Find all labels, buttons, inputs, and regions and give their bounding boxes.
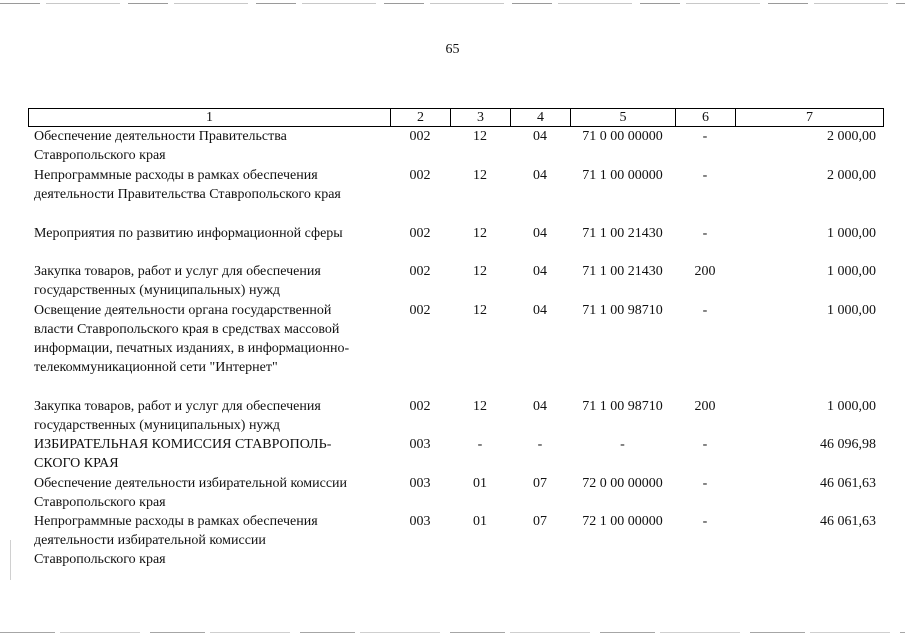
row-col-3: 01 bbox=[473, 514, 487, 529]
row-col-7: 2 000,00 bbox=[827, 168, 876, 183]
row-col-6: 200 bbox=[694, 264, 716, 279]
row-col-5: 71 0 00 00000 bbox=[582, 129, 663, 144]
table-row bbox=[28, 166, 884, 204]
row-col-7: 1 000,00 bbox=[827, 264, 876, 279]
row-col-3: 01 bbox=[473, 476, 487, 491]
header-col-6: 6 bbox=[676, 109, 736, 126]
row-col-4: 07 bbox=[533, 514, 547, 529]
row-col-4: 04 bbox=[533, 226, 547, 241]
scan-edge-bottom bbox=[0, 632, 905, 633]
header-col-2: 2 bbox=[391, 109, 451, 126]
table-row bbox=[28, 474, 884, 512]
row-col-5: 72 1 00 00000 bbox=[582, 514, 663, 529]
row-col-5: 71 1 00 21430 bbox=[582, 264, 663, 279]
row-col-7: 2 000,00 bbox=[827, 129, 876, 144]
table-row bbox=[28, 224, 884, 243]
row-col-2: 003 bbox=[409, 514, 431, 529]
row-col-7: 46 061,63 bbox=[820, 514, 876, 529]
row-col-6: - bbox=[702, 168, 708, 183]
row-col-5: - bbox=[620, 437, 625, 452]
header-col-3: 3 bbox=[451, 109, 511, 126]
row-col-3: 12 bbox=[473, 264, 487, 279]
table-row bbox=[28, 397, 884, 435]
row-col-2: 002 bbox=[409, 303, 431, 318]
row-col-4: 07 bbox=[533, 476, 547, 491]
row-col-3: 12 bbox=[473, 168, 487, 183]
row-col-3: 12 bbox=[473, 303, 487, 318]
row-col-7: 1 000,00 bbox=[827, 303, 876, 318]
row-col-4: - bbox=[537, 437, 543, 452]
scan-edge-top bbox=[0, 3, 905, 4]
row-name: Освещение деятельности органа государственной власти Ставропольского края в средствах массовой информации, печатных изданиях, в информационно- телекоммуникационной сети "Интернет" bbox=[34, 303, 350, 375]
table-header bbox=[28, 108, 884, 127]
table-row bbox=[28, 262, 884, 300]
header-col-5: 5 bbox=[571, 109, 676, 126]
scan-margin-mark bbox=[10, 540, 11, 580]
row-name: Закупка товаров, работ и услуг для обеспечения государственных (муниципальных) нужд bbox=[34, 399, 321, 433]
row-col-4: 04 bbox=[533, 399, 547, 414]
row-col-6: - bbox=[702, 303, 708, 318]
row-col-2: 002 bbox=[409, 168, 431, 183]
row-col-3: 12 bbox=[473, 399, 487, 414]
row-col-7: 1 000,00 bbox=[827, 226, 876, 241]
row-col-2: 003 bbox=[409, 476, 431, 491]
row-name: ИЗБИРАТЕЛЬНАЯ КОМИССИЯ СТАВРОПОЛЬ- СКОГО КРАЯ bbox=[34, 437, 332, 471]
row-col-5: 72 0 00 00000 bbox=[582, 476, 663, 491]
row-col-2: 002 bbox=[409, 226, 431, 241]
row-col-2: 002 bbox=[409, 264, 431, 279]
row-col-2: 002 bbox=[409, 129, 431, 144]
row-col-7: 46 061,63 bbox=[820, 476, 876, 491]
row-col-2: 003 bbox=[409, 437, 431, 452]
row-col-6: - bbox=[702, 226, 708, 241]
row-col-4: 04 bbox=[533, 264, 547, 279]
row-col-4: 04 bbox=[533, 303, 547, 318]
row-col-2: 002 bbox=[409, 399, 431, 414]
row-col-7: 1 000,00 bbox=[827, 399, 876, 414]
row-col-6: 200 bbox=[694, 399, 716, 414]
row-col-5: 71 1 00 98710 bbox=[582, 399, 663, 414]
row-name: Мероприятия по развитию информационной сферы bbox=[34, 226, 343, 241]
table-row bbox=[28, 301, 884, 377]
header-col-4: 4 bbox=[511, 109, 571, 126]
row-col-6: - bbox=[702, 476, 708, 491]
header-col-7: 7 bbox=[806, 110, 813, 125]
row-col-6: - bbox=[702, 437, 708, 452]
row-name: Непрограммные расходы в рамках обеспечения деятельности избирательной комиссии Ставропольского края bbox=[34, 514, 318, 567]
row-col-7: 46 096,98 bbox=[820, 437, 876, 452]
row-name: Обеспечение деятельности Правительства Ставропольского края bbox=[34, 129, 287, 163]
row-col-4: 04 bbox=[533, 129, 547, 144]
row-col-6: - bbox=[702, 129, 708, 144]
row-name: Непрограммные расходы в рамках обеспечения деятельности Правительства Ставропольского края bbox=[34, 168, 341, 202]
table-row bbox=[28, 127, 884, 165]
row-col-3: - bbox=[477, 437, 483, 452]
table-row bbox=[28, 435, 884, 473]
page-number: 65 bbox=[445, 42, 460, 57]
row-col-3: 12 bbox=[473, 226, 487, 241]
row-col-6: - bbox=[702, 514, 708, 529]
row-col-5: 71 1 00 00000 bbox=[582, 168, 663, 183]
row-col-5: 71 1 00 21430 bbox=[582, 226, 663, 241]
row-name: Закупка товаров, работ и услуг для обеспечения государственных (муниципальных) нужд bbox=[34, 264, 321, 298]
row-name: Обеспечение деятельности избирательной комиссии Ставропольского края bbox=[34, 476, 348, 510]
row-col-4: 04 bbox=[533, 168, 547, 183]
row-col-3: 12 bbox=[473, 129, 487, 144]
header-col-1: 1 bbox=[29, 109, 391, 126]
row-col-5: 71 1 00 98710 bbox=[582, 303, 663, 318]
table-row bbox=[28, 512, 884, 569]
